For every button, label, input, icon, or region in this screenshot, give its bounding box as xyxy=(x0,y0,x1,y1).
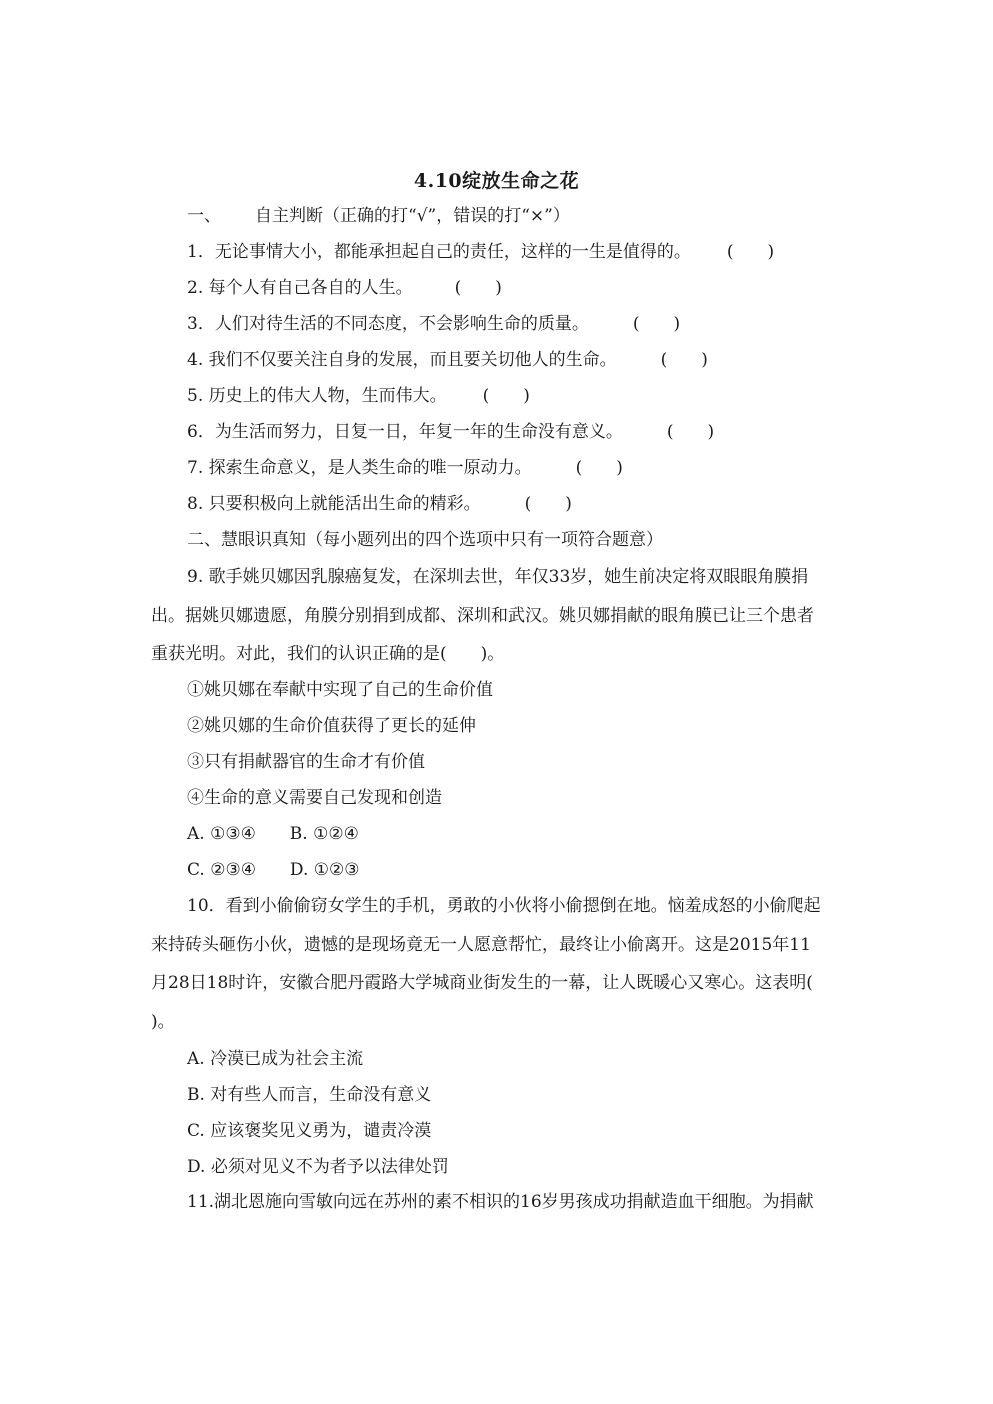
q11-line-1: 11.湖北恩施向雪敏向远在苏州的素不相识的16岁男孩成功捐献造血干细胞。为捐献 xyxy=(187,1192,814,1212)
judgement-item-text: 5. 历史上的伟大人物，生而伟大。 xyxy=(187,386,447,406)
q9-statement-1: ①姚贝娜在奉献中实现了自己的生命价值 xyxy=(187,680,493,700)
q10-option-b: B. 对有些人而言，生命没有意义 xyxy=(187,1085,432,1105)
judgement-item-5 xyxy=(187,384,530,408)
q10-line-4: )。 xyxy=(151,1012,175,1032)
judgement-item-6 xyxy=(187,420,714,444)
q9-statement-2: ②姚贝娜的生命价值获得了更长的延伸 xyxy=(187,716,476,736)
section2-heading: 二、慧眼识真知（每小题列出的四个选项中只有一项符合题意） xyxy=(187,530,663,550)
section1-heading xyxy=(187,204,570,228)
judgement-item-1 xyxy=(187,240,774,264)
q9-options-row-2: C. ②③④ D. ①②③ xyxy=(187,860,360,880)
answer-blank: ( ) xyxy=(726,242,775,262)
answer-blank: ( ) xyxy=(482,386,530,406)
q9-statement-3: ③只有捐献器官的生命才有价值 xyxy=(187,752,425,772)
judgement-item-text: 8. 只要积极向上就能活出生命的精彩。 xyxy=(187,494,481,514)
q9-options-row-1: A. ①③④ B. ①②④ xyxy=(187,824,359,844)
q10-line-1: 10．看到小偷偷窃女学生的手机，勇敢的小伙将小偷摁倒在地。恼羞成怒的小偷爬起 xyxy=(187,896,821,916)
answer-blank: ( ) xyxy=(666,422,715,442)
section1-heading-number: 一、 xyxy=(187,206,221,226)
answer-blank: ( ) xyxy=(632,314,681,334)
q9-line-2: 出。据姚贝娜遗愿，角膜分别捐到成都、深圳和武汉。姚贝娜捐献的眼角膜已让三个患者 xyxy=(151,606,814,626)
page-title: 4.10绽放生命之花 xyxy=(413,170,580,192)
judgement-item-text: 2. 每个人有自己各自的人生。 xyxy=(187,278,413,298)
q9-line-3: 重获光明。对此，我们的认识正确的是( )。 xyxy=(151,644,505,664)
judgement-item-text: 3．人们对待生活的不同态度，不会影响生命的质量。 xyxy=(187,314,589,334)
answer-blank: ( ) xyxy=(524,494,572,514)
q9-statement-4: ④生命的意义需要自己发现和创造 xyxy=(187,788,442,808)
q10-option-a: A. 冷漠已成为社会主流 xyxy=(187,1049,364,1069)
judgement-item-3 xyxy=(187,312,680,336)
judgement-item-text: 6．为生活而努力，日复一日，年复一年的生命没有意义。 xyxy=(187,422,623,442)
judgement-item-7 xyxy=(187,456,623,480)
q9-line-1: 9. 歌手姚贝娜因乳腺癌复发，在深圳去世，年仅33岁，她生前决定将双眼眼角膜捐 xyxy=(187,567,809,587)
judgement-item-2 xyxy=(187,276,502,300)
answer-blank: ( ) xyxy=(575,458,623,478)
judgement-item-8 xyxy=(187,492,572,516)
judgement-item-text: 1．无论事情大小，都能承担起自己的责任，这样的一生是值得的。 xyxy=(187,242,691,262)
section1-heading-text: 自主判断（正确的打“√”，错误的打“×”） xyxy=(255,206,570,226)
judgement-item-text: 7. 探索生命意义，是人类生命的唯一原动力。 xyxy=(187,458,532,478)
judgement-item-4 xyxy=(187,348,708,372)
judgement-item-text: 4. 我们不仅要关注自身的发展，而且要关切他人的生命。 xyxy=(187,350,617,370)
answer-blank: ( ) xyxy=(454,278,502,298)
q10-option-d: D. 必须对见义不为者予以法律处罚 xyxy=(187,1157,449,1177)
answer-blank: ( ) xyxy=(660,350,708,370)
q10-line-2: 来持砖头砸伤小伙，遗憾的是现场竟无一人愿意帮忙，最终让小偷离开。这是2015年11 xyxy=(151,935,811,955)
q10-option-c: C. 应该褒奖见义勇为，谴责冷漠 xyxy=(187,1121,432,1141)
q10-line-3: 月28日18时许，安徽合肥丹霞路大学城商业街发生的一幕，让人既暖心又寒心。这表明( xyxy=(151,973,813,993)
